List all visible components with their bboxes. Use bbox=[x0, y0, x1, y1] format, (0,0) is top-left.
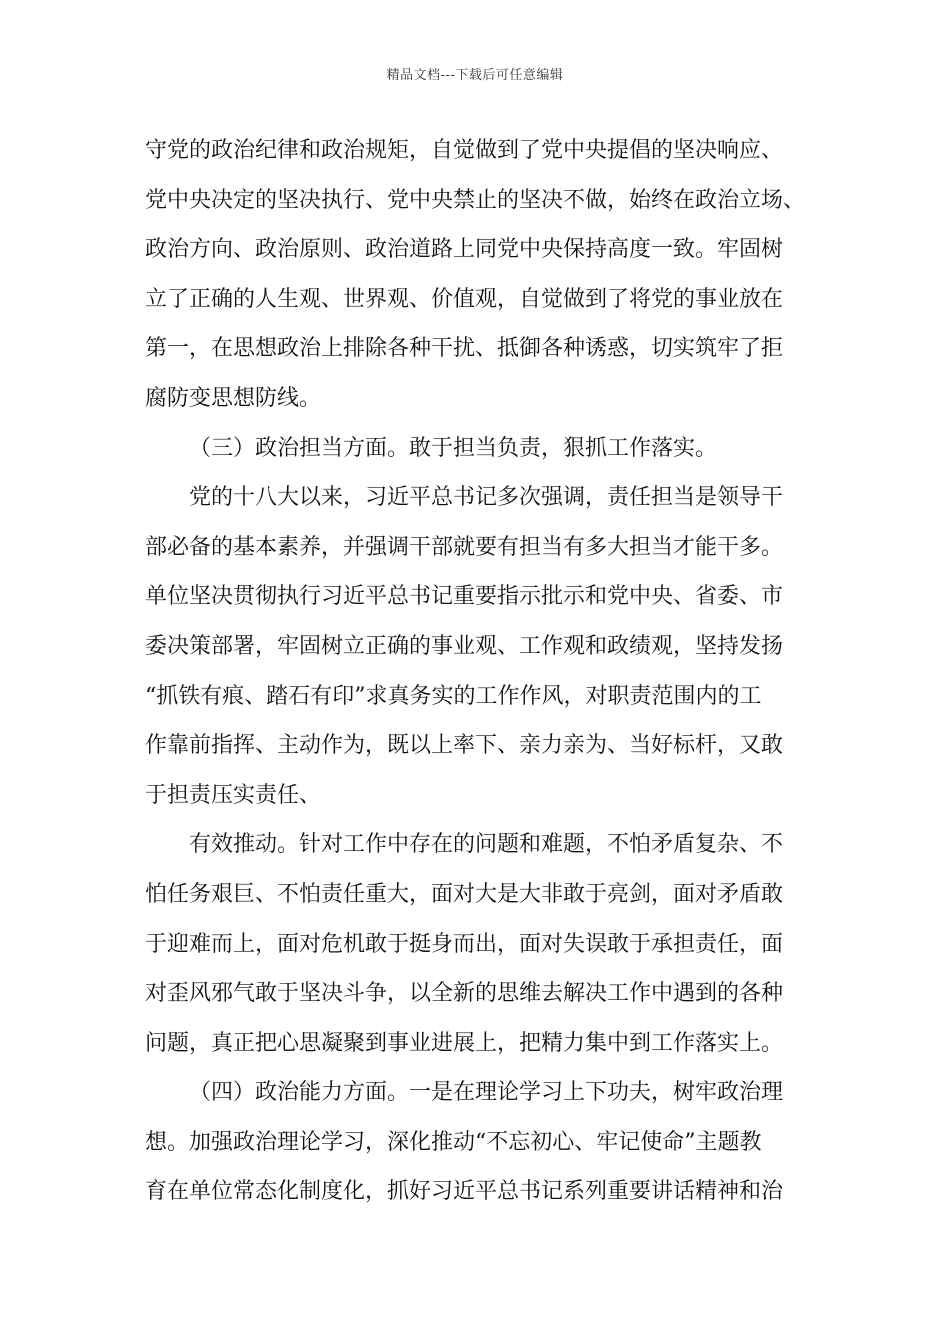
text-line: 党中央决定的坚决执行、党中央禁止的坚决不做，始终在政治立场、 bbox=[145, 187, 806, 213]
text-line: 育在单位常态化制度化，抓好习近平总书记系列重要讲话精神和治 bbox=[145, 1179, 784, 1205]
text-line: 于担责压实责任、 bbox=[145, 782, 322, 808]
text-line: （三）政治担当方面。敢于担当负责，狠抓工作落实。 bbox=[189, 435, 718, 461]
text-line: 腐防变思想防线。 bbox=[145, 385, 322, 411]
text-line: 有效推动。针对工作中存在的问题和难题，不怕矛盾复杂、不 bbox=[189, 832, 784, 858]
text-line: 第一，在思想政治上排除各种干扰、抵御各种诱惑，切实筑牢了拒 bbox=[145, 336, 784, 362]
text-line: 怕任务艰巨、不怕责任重大，面对大是大非敢于亮剑，面对矛盾敢 bbox=[145, 881, 784, 907]
document-body bbox=[145, 126, 825, 1217]
text-line: （四）政治能力方面。一是在理论学习上下功夫，树牢政治理 bbox=[189, 1080, 784, 1106]
text-line: 立了正确的人生观、世界观、价值观，自觉做到了将党的事业放在 bbox=[145, 286, 784, 312]
text-line: 部必备的基本素养，并强调干部就要有担当有多大担当才能干多。 bbox=[145, 534, 784, 560]
text-line: 对歪风邪气敢于坚决斗争，以全新的思维去解决工作中遇到的各种 bbox=[145, 981, 784, 1007]
text-line: 守党的政治纪律和政治规矩，自觉做到了党中央提倡的坚决响应、 bbox=[145, 138, 784, 163]
text-line: 单位坚决贯彻执行习近平总书记重要指示批示和党中央、省委、市 bbox=[145, 584, 784, 610]
text-line: 党的十八大以来，习近平总书记多次强调，责任担当是领导干 bbox=[189, 485, 784, 511]
text-line: “抓铁有痕、踏石有印”求真务实的工作作风，对职责范围内的工 bbox=[145, 683, 762, 709]
text-line: 问题，真正把心思凝聚到事业进展上，把精力集中到工作落实上。 bbox=[145, 1030, 784, 1056]
page-header: 精品文档---下载后可任意编辑 bbox=[386, 68, 564, 83]
text-line: 作靠前指挥、主动作为，既以上率下、亲力亲为、当好标杆，又敢 bbox=[145, 733, 784, 759]
text-line: 想。加强政治理论学习，深化推动“不忘初心、牢记使命”主题教 bbox=[145, 1129, 762, 1155]
text-line: 政治方向、政治原则、政治道路上同党中央保持高度一致。牢固树 bbox=[145, 237, 784, 263]
text-line: 委决策部署，牢固树立正确的事业观、工作观和政绩观，坚持发扬 bbox=[145, 633, 784, 659]
text-line: 于迎难而上，面对危机敢于挺身而出，面对失误敢于承担责任，面 bbox=[145, 931, 784, 957]
